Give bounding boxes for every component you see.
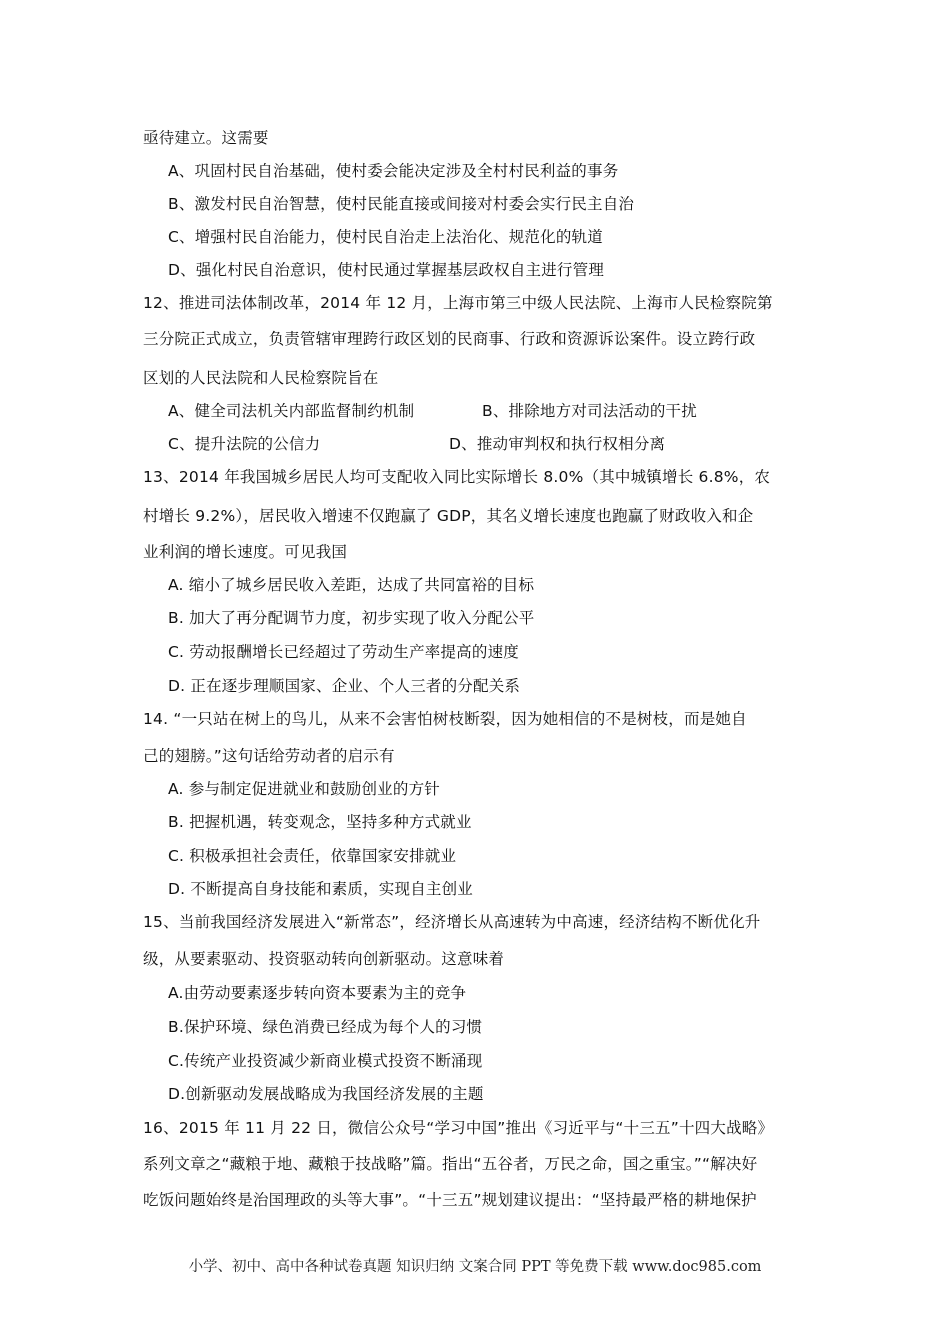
q12-option-c: C、提升法院的公信力 [168,435,321,453]
q11-option-a: A、巩固村民自治基础，使村委会能决定涉及全村村民利益的事务 [168,162,619,180]
q12-stem-line-2: 三分院正式成立，负责管辖审理跨行政区划的民商事、行政和资源诉讼案件。设立跨行政 [143,330,756,348]
q15-option-a: A.由劳动要素逐步转向资本要素为主的竞争 [168,984,467,1002]
q12-option-a: A、健全司法机关内部监督制约机制 [168,402,415,420]
q12-stem-line-1: 12、推进司法体制改革，2014 年 12 月，上海市第三中级人民法院、上海市人民检察院第 [143,294,773,312]
q14-stem-line-1: 14. “一只站在树上的鸟儿，从来不会害怕树枝断裂，因为她相信的不是树枝，而是她自 [143,710,747,728]
page-footer: 小学、初中、高中各种试卷真题 知识归纳 文案合同 PPT 等免费下载 www.doc985.com [188,1259,762,1275]
q11-option-c: C、增强村民自治能力，使村民自治走上法治化、规范化的轨道 [168,228,603,246]
q14-option-a: A. 参与制定促进就业和鼓励创业的方针 [168,780,440,798]
q12-option-b: B、排除地方对司法活动的干扰 [482,402,697,420]
q13-option-d: D. 正在逐步理顺国家、企业、个人三者的分配关系 [168,677,521,695]
q13-option-c: C. 劳动报酬增长已经超过了劳动生产率提高的速度 [168,643,519,661]
q16-stem-line-3: 吃饭问题始终是治国理政的头等大事”。“十三五”规划建议提出：“坚持最严格的耕地保护 [143,1191,757,1209]
q12-stem-line-3: 区划的人民法院和人民检察院旨在 [143,369,379,387]
q13-option-b: B. 加大了再分配调节力度，初步实现了收入分配公平 [168,609,535,627]
q11-stem-end: 亟待建立。这需要 [143,129,269,147]
q14-stem-line-2: 己的翅膀。”这句话给劳动者的启示有 [143,747,395,765]
q11-option-b: B、激发村民自治智慧，使村民能直接或间接对村委会实行民主自治 [168,195,635,213]
q16-stem-line-2: 系列文章之“藏粮于地、藏粮于技战略”篇。指出“五谷者，万民之命，国之重宝。”“解决好 [143,1155,758,1173]
q15-option-c: C.传统产业投资减少新商业模式投资不断涌现 [168,1052,483,1070]
q16-stem-line-1: 16、2015 年 11 月 22 日，微信公众号“学习中国”推出《习近平与“十三五”十四大战略》 [143,1119,774,1137]
q13-option-a: A. 缩小了城乡居民收入差距，达成了共同富裕的目标 [168,576,535,594]
q15-option-d: D.创新驱动发展战略成为我国经济发展的主题 [168,1085,484,1103]
q14-option-b: B. 把握机遇，转变观念，坚持多种方式就业 [168,813,472,831]
q15-stem-line-2: 级，从要素驱动、投资驱动转向创新驱动。这意味着 [143,950,505,968]
q13-stem-line-2: 村增长 9.2%），居民收入增速不仅跑赢了 GDP，其名义增长速度也跑赢了财政收入和企 [143,507,754,525]
q12-option-d: D、推动审判权和执行权相分离 [449,435,666,453]
q13-stem-line-1: 13、2014 年我国城乡居民人均可支配收入同比实际增长 8.0%（其中城镇增长 6.8%，农 [143,468,771,486]
q13-stem-line-3: 业利润的增长速度。可见我国 [143,543,348,561]
q14-option-d: D. 不断提高自身技能和素质，实现自主创业 [168,880,473,898]
q15-option-b: B.保护环境、绿色消费已经成为每个人的习惯 [168,1018,483,1036]
q15-stem-line-1: 15、当前我国经济发展进入“新常态”，经济增长从高速转为中高速，经济结构不断优化升 [143,913,761,931]
q11-option-d: D、强化村民自治意识，使村民通过掌握基层政权自主进行管理 [168,261,605,279]
q14-option-c: C. 积极承担社会责任，依靠国家安排就业 [168,847,457,865]
